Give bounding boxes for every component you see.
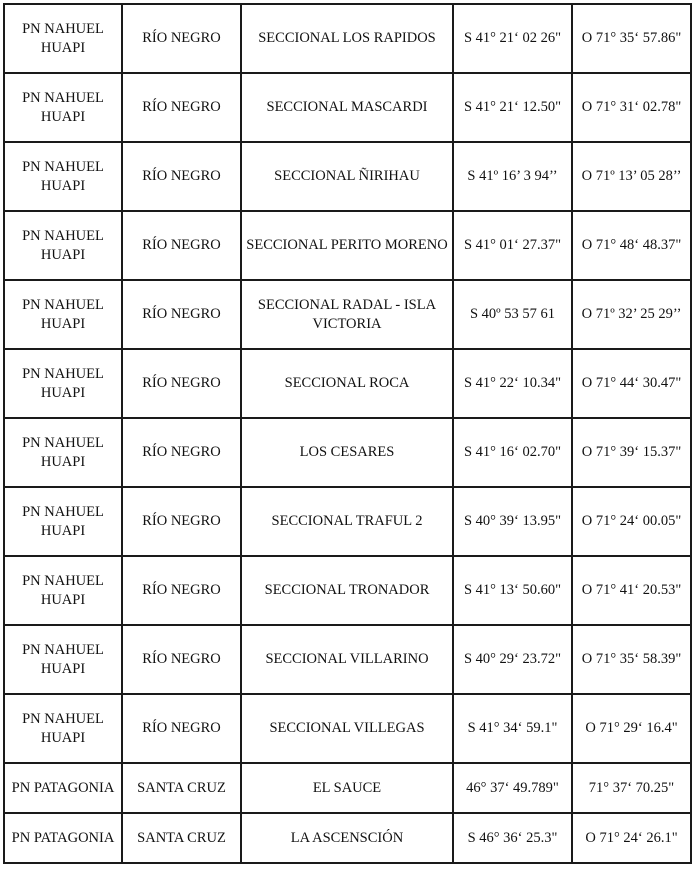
latitude-cell: S 40º 53 57 61 — [453, 280, 572, 349]
station-cell: SECCIONAL ÑIRIHAU — [241, 142, 453, 211]
latitude-cell: S 40° 29‘ 23.72" — [453, 625, 572, 694]
table-row — [4, 349, 691, 418]
table-row — [4, 763, 691, 813]
stations-table — [3, 3, 692, 864]
park-cell: PN NAHUEL HUAPI — [4, 487, 122, 556]
station-cell: SECCIONAL VILLARINO — [241, 625, 453, 694]
station-cell: SECCIONAL MASCARDI — [241, 73, 453, 142]
park-cell: PN NAHUEL HUAPI — [4, 280, 122, 349]
station-cell: SECCIONAL TRAFUL 2 — [241, 487, 453, 556]
station-cell: EL SAUCE — [241, 763, 453, 813]
park-cell: PN NAHUEL HUAPI — [4, 4, 122, 73]
park-cell: PN NAHUEL HUAPI — [4, 694, 122, 763]
province-cell: RÍO NEGRO — [122, 694, 241, 763]
longitude-cell: O 71° 24‘ 26.1" — [572, 813, 691, 863]
station-cell: LOS CESARES — [241, 418, 453, 487]
latitude-cell: S 41° 34‘ 59.1" — [453, 694, 572, 763]
longitude-cell: O 71° 31‘ 02.78" — [572, 73, 691, 142]
table-row — [4, 813, 691, 863]
longitude-cell: O 71° 41‘ 20.53" — [572, 556, 691, 625]
latitude-cell: S 40° 39‘ 13.95" — [453, 487, 572, 556]
province-cell: RÍO NEGRO — [122, 556, 241, 625]
latitude-cell: S 41° 16‘ 02.70" — [453, 418, 572, 487]
latitude-cell: S 46° 36‘ 25.3" — [453, 813, 572, 863]
table-row — [4, 73, 691, 142]
latitude-cell: 46° 37‘ 49.789" — [453, 763, 572, 813]
table-row — [4, 211, 691, 280]
station-cell: SECCIONAL TRONADOR — [241, 556, 453, 625]
station-cell: SECCIONAL ROCA — [241, 349, 453, 418]
longitude-cell: O 71° 35‘ 57.86" — [572, 4, 691, 73]
table-row — [4, 556, 691, 625]
longitude-cell: 71° 37‘ 70.25" — [572, 763, 691, 813]
province-cell: SANTA CRUZ — [122, 763, 241, 813]
province-cell: RÍO NEGRO — [122, 142, 241, 211]
latitude-cell: S 41° 21‘ 02 26" — [453, 4, 572, 73]
latitude-cell: S 41° 21‘ 12.50" — [453, 73, 572, 142]
province-cell: RÍO NEGRO — [122, 625, 241, 694]
province-cell: RÍO NEGRO — [122, 4, 241, 73]
station-cell: SECCIONAL VILLEGAS — [241, 694, 453, 763]
latitude-cell: S 41° 01‘ 27.37" — [453, 211, 572, 280]
province-cell: RÍO NEGRO — [122, 73, 241, 142]
longitude-cell: O 71º 13’ 05 28’’ — [572, 142, 691, 211]
park-cell: PN NAHUEL HUAPI — [4, 625, 122, 694]
longitude-cell: O 71° 29‘ 16.4" — [572, 694, 691, 763]
park-cell: PN NAHUEL HUAPI — [4, 349, 122, 418]
province-cell: SANTA CRUZ — [122, 813, 241, 863]
table-row — [4, 625, 691, 694]
latitude-cell: S 41° 22‘ 10.34" — [453, 349, 572, 418]
station-cell: LA ASCENSCIÓN — [241, 813, 453, 863]
longitude-cell: O 71° 35‘ 58.39" — [572, 625, 691, 694]
table-row — [4, 142, 691, 211]
longitude-cell: O 71° 44‘ 30.47" — [572, 349, 691, 418]
longitude-cell: O 71° 24‘ 00.05" — [572, 487, 691, 556]
latitude-cell: S 41º 16’ 3 94’’ — [453, 142, 572, 211]
park-cell: PN NAHUEL HUAPI — [4, 418, 122, 487]
latitude-cell: S 41° 13‘ 50.60" — [453, 556, 572, 625]
park-cell: PN PATAGONIA — [4, 813, 122, 863]
station-cell: SECCIONAL RADAL - ISLA VICTORIA — [241, 280, 453, 349]
park-cell: PN NAHUEL HUAPI — [4, 73, 122, 142]
longitude-cell: O 71º 32’ 25 29’’ — [572, 280, 691, 349]
table-row — [4, 418, 691, 487]
table-row — [4, 487, 691, 556]
longitude-cell: O 71° 48‘ 48.37" — [572, 211, 691, 280]
station-cell: SECCIONAL PERITO MORENO — [241, 211, 453, 280]
table-row — [4, 4, 691, 73]
province-cell: RÍO NEGRO — [122, 418, 241, 487]
station-cell: SECCIONAL LOS RAPIDOS — [241, 4, 453, 73]
park-cell: PN NAHUEL HUAPI — [4, 142, 122, 211]
longitude-cell: O 71° 39‘ 15.37" — [572, 418, 691, 487]
province-cell: RÍO NEGRO — [122, 211, 241, 280]
table-row — [4, 280, 691, 349]
park-cell: PN NAHUEL HUAPI — [4, 211, 122, 280]
table-row — [4, 694, 691, 763]
park-cell: PN PATAGONIA — [4, 763, 122, 813]
park-cell: PN NAHUEL HUAPI — [4, 556, 122, 625]
province-cell: RÍO NEGRO — [122, 487, 241, 556]
province-cell: RÍO NEGRO — [122, 280, 241, 349]
province-cell: RÍO NEGRO — [122, 349, 241, 418]
